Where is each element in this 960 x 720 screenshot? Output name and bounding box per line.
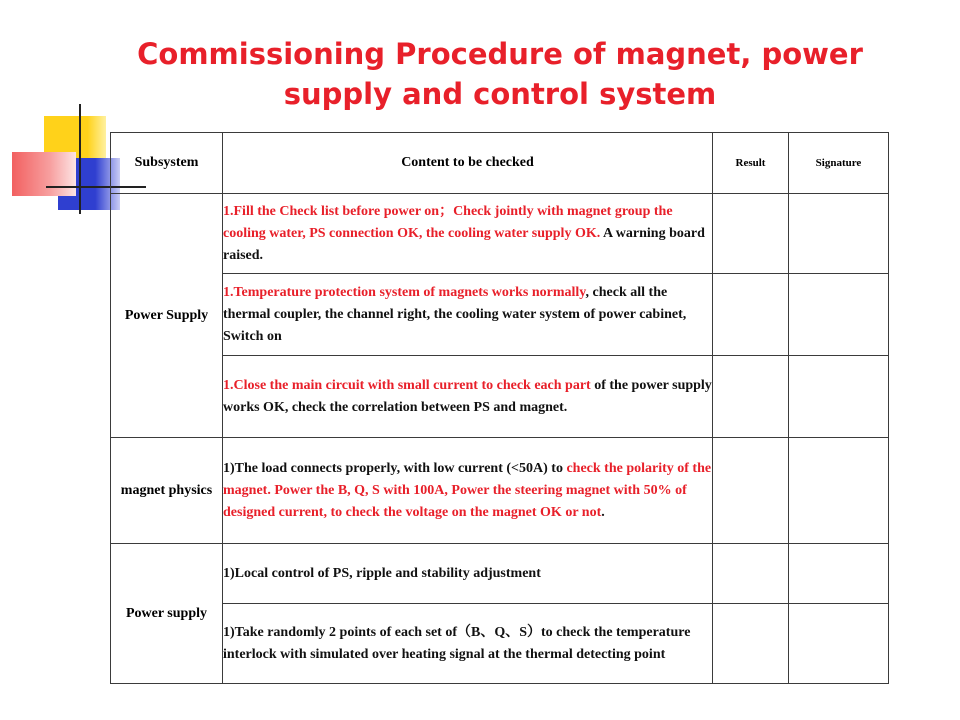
signature-cell[interactable] xyxy=(789,356,889,438)
result-cell[interactable] xyxy=(713,194,789,274)
content-highlight: 1.Close the main circuit with small current to check each part xyxy=(223,377,591,393)
content-highlight: 1.Temperature protection system of magnets works normally xyxy=(223,284,586,300)
content-text: of the power supply works OK, check the correlation between PS and magnet. xyxy=(223,377,712,415)
signature-cell[interactable] xyxy=(789,604,889,684)
decor-vertical-line xyxy=(79,104,81,214)
content-highlight: check the polarity of the magnet. Power the B, Q, S with 100A, Power the steering magnet with 50% of designed current, to check the voltage on the magnet OK or not xyxy=(223,460,712,520)
table-row xyxy=(111,544,889,604)
content-cell xyxy=(223,274,713,356)
header-result: Result xyxy=(713,133,789,194)
signature-cell[interactable] xyxy=(789,438,889,544)
table-row xyxy=(111,274,889,356)
result-cell[interactable] xyxy=(713,604,789,684)
result-cell[interactable] xyxy=(713,544,789,604)
signature-cell[interactable] xyxy=(789,274,889,356)
checklist-table xyxy=(110,132,889,684)
content-cell xyxy=(223,194,713,274)
content-highlight: 1.Fill the Check list before power on；Check jointly with magnet group the cooling water, PS connection OK, the cooling water supply OK. xyxy=(223,203,673,241)
result-cell[interactable] xyxy=(713,438,789,544)
content-text: 1)Local control of PS, ripple and stability adjustment xyxy=(223,565,541,581)
header-content: Content to be checked xyxy=(223,133,713,194)
content-text: 1)The load connects properly, with low current (<50A) to xyxy=(223,460,567,476)
table-header-row xyxy=(111,133,889,194)
table-row xyxy=(111,194,889,274)
subsystem-cell: Power Supply xyxy=(111,194,223,438)
signature-cell[interactable] xyxy=(789,194,889,274)
subsystem-cell: Power supply xyxy=(111,544,223,684)
table-row xyxy=(111,604,889,684)
result-cell[interactable] xyxy=(713,274,789,356)
result-cell[interactable] xyxy=(713,356,789,438)
header-signature: Signature xyxy=(789,133,889,194)
table-row xyxy=(111,356,889,438)
header-subsystem: Subsystem xyxy=(111,133,223,194)
content-text: , check all the thermal coupler, the channel right, the cooling water system of power cabinet, Switch on xyxy=(223,284,687,344)
content-text: A warning board raised. xyxy=(223,225,705,263)
content-cell xyxy=(223,544,713,604)
signature-cell[interactable] xyxy=(789,544,889,604)
content-cell xyxy=(223,356,713,438)
decor-red-square xyxy=(12,152,76,196)
content-text-end: . xyxy=(601,504,605,520)
content-cell xyxy=(223,438,713,544)
table-row xyxy=(111,438,889,544)
content-cell xyxy=(223,604,713,684)
content-text: 1)Take randomly 2 points of each set of（B、Q、S）to check the temperature interlock with simulated over heating signal at the thermal detecting point xyxy=(223,624,691,662)
subsystem-cell: magnet physics xyxy=(111,438,223,544)
page-title: Commissioning Procedure of magnet, power supply and control system xyxy=(137,37,863,111)
